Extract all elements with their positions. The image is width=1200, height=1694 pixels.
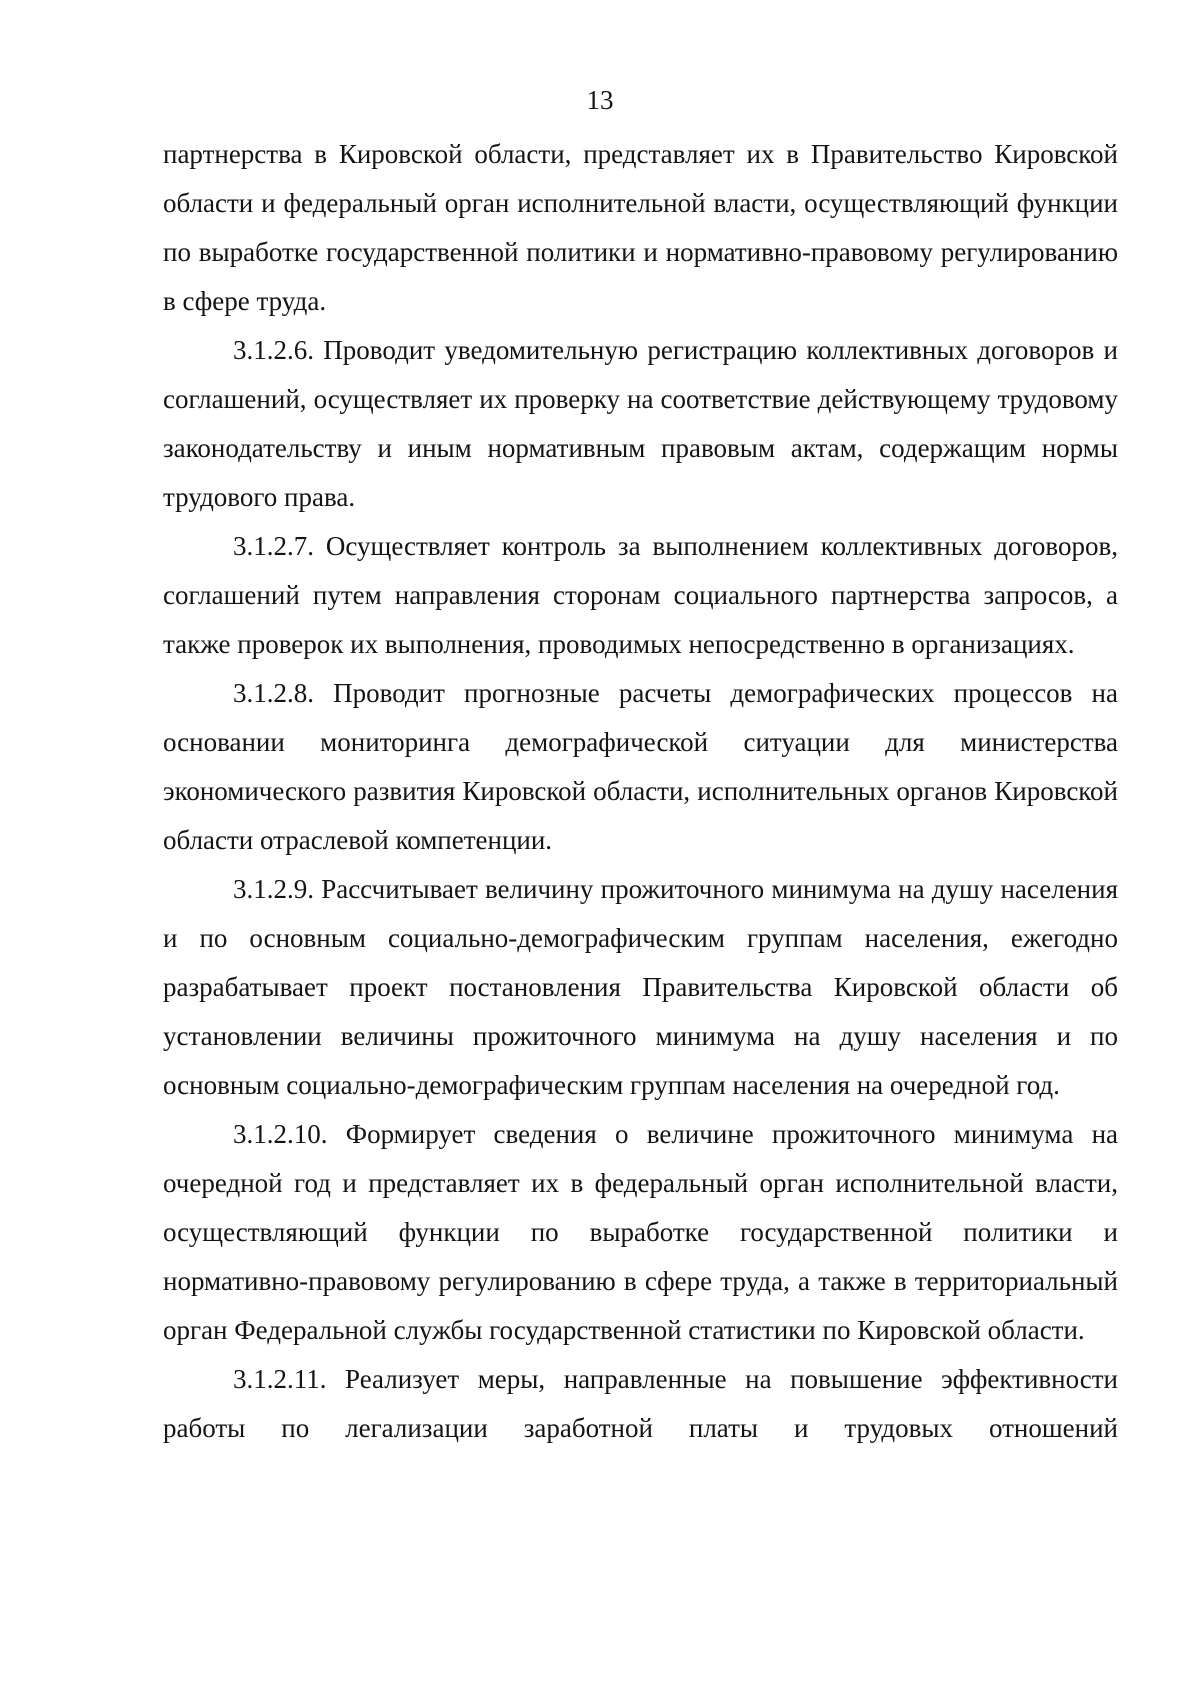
paragraph-3-1-2-6: 3.1.2.6. Проводит уведомительную регистрацию коллективных договоров и соглашений, осуществляет их проверку на соответствие действующему трудовому законодательству и иным нормативным правовым актам, содержащим нормы трудового права. <box>163 335 1118 512</box>
paragraph-3-1-2-11: 3.1.2.11. Реализует меры, направленные на повышение эффективности работы по легализации заработной платы и трудовых отношений <box>163 1364 1118 1443</box>
document-body <box>163 130 1118 1453</box>
page-number: 13 <box>586 85 614 115</box>
paragraph-3-1-2-7: 3.1.2.7. Осуществляет контроль за выполнением коллективных договоров, соглашений путем направления сторонам социального партнерства запросов, а также проверок их выполнения, проводимых непосредственно в организациях. <box>163 531 1118 659</box>
paragraph-3-1-2-10: 3.1.2.10. Формирует сведения о величине прожиточного минимума на очередной год и представляет их в федеральный орган исполнительной власти, осуществляющий функции по выработке государственной политики и нормативно-правовому регулированию в сфере труда, а также в территориальный орган Федеральной службы государственной статистики по Кировской области. <box>163 1119 1118 1345</box>
paragraph-3-1-2-9: 3.1.2.9. Рассчитывает величину прожиточного минимума на душу населения и по основным социально-демографическим группам населения, ежегодно разрабатывает проект постановления Правительства Кировской области об установлении величины прожиточного минимума на душу населения и по основным социально-демографическим группам населения на очередной год. <box>163 874 1118 1100</box>
paragraph-continuation: партнерства в Кировской области, представляет их в Правительство Кировской области и федеральный орган исполнительной власти, осуществляющий функции по выработке государственной политики и нормативно-правовому регулированию в сфере труда. <box>163 139 1118 316</box>
paragraph-3-1-2-8: 3.1.2.8. Проводит прогнозные расчеты демографических процессов на основании мониторинга демографической ситуации для министерства экономического развития Кировской области, исполнительных органов Кировской области отраслевой компетенции. <box>163 678 1118 855</box>
